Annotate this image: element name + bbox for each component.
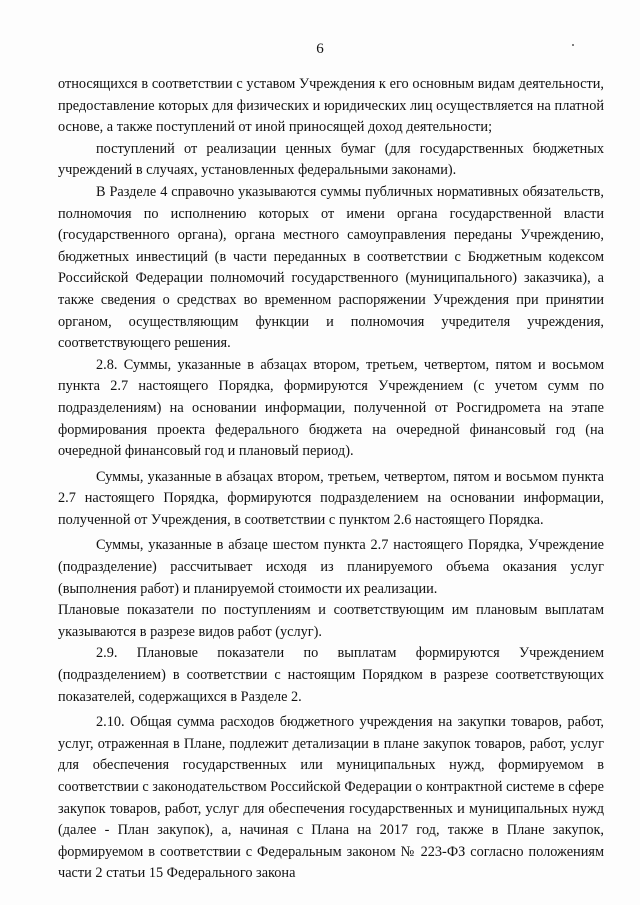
paragraph-section-4: В Разделе 4 справочно указываются суммы публичных нормативных обязательств, полномочия по исполнению которых от имени органа государственной власти (государственного органа), органа местного самоуправления переданы Учреждению, бюджетных инвестиций (в части переданных в соответствии с Бюджетным кодексом Российской Федерации полномочий государственного (муниципального) заказчика), а также сведения о средствах во временном распоряжении Учреждения при принятии органом, осуществляющим функции и полномочия учредителя учреждения, соответствующего решения.	[58, 183, 604, 352]
paragraph-2-9: 2.9. Плановые показатели по выплатам формируются Учреждением (подразделением) в соответствии с настоящим Порядком в разрезе соответствующих показателей, содержащихся в Разделе 2.	[58, 645, 604, 705]
page-number: 6	[316, 41, 324, 57]
paragraph-2-8: 2.8. Суммы, указанные в абзацах втором, третьем, четвертом, пятом и восьмом пункта 2.7 настоящего Порядка, формируются Учреждением (с учетом сумм по подразделениям) на основании информации, полученной от Росгидромета на этапе формирования проекта федерального бюджета на очередной финансовый год (на очередной финансовый год и плановый период).	[58, 356, 604, 460]
paragraph-2-8-sixth-clause: Суммы, указанные в абзаце шестом пункта 2.7 настоящего Порядка, Учреждение (подразделение) рассчитывает исходя из планируемого объема оказания услуг (выполнения работ) и планируемой стоимости их реализации.	[58, 537, 604, 597]
paragraph-2: поступлений от реализации ценных бумаг (для государственных бюджетных учреждений в случаях, установленных федеральными законами).	[58, 140, 604, 179]
paragraph-2-10: 2.10. Общая сумма расходов бюджетного учреждения на закупки товаров, работ, услуг, отраженная в Плане, подлежит детализации в плане закупок товаров, работ, услуг для обеспечения государственных или муниципальных нужд, формируемом в соответствии с законодательством Российской Федерации о контрактной системе в сфере закупок товаров, работ, услуг для обеспечения государственных и муниципальных нужд (далее - План закупок), а, начиная с Плана на 2017 год, также в Плане закупок, формируемом в соответствии с Федеральным законом № 223-ФЗ согласно положениям части 2 статьи 15 Федерального закона	[58, 714, 604, 882]
paragraph-2-8-subdivision: Суммы, указанные в абзацах втором, третьем, четвертом, пятом и восьмом пункта 2.7 настоящего Порядка, формируются подразделением на основании информации, полученной от Учреждения, в соответствии с пунктом 2.6 настоящего Порядка.	[58, 468, 604, 528]
document-body	[58, 74, 604, 885]
paragraph-1: относящихся в соответствии с уставом Учреждения к его основным видам деятельности, предоставление которых для физических и юридических лиц осуществляется на платной основе, а также поступлений от иной приносящей доход деятельности;	[58, 76, 604, 136]
paragraph-planned-indicators: Плановые показатели по поступлениям и соответствующим им плановым выплатам указываются в разрезе видов работ (услуг).	[58, 602, 604, 640]
scan-speck	[572, 44, 574, 46]
